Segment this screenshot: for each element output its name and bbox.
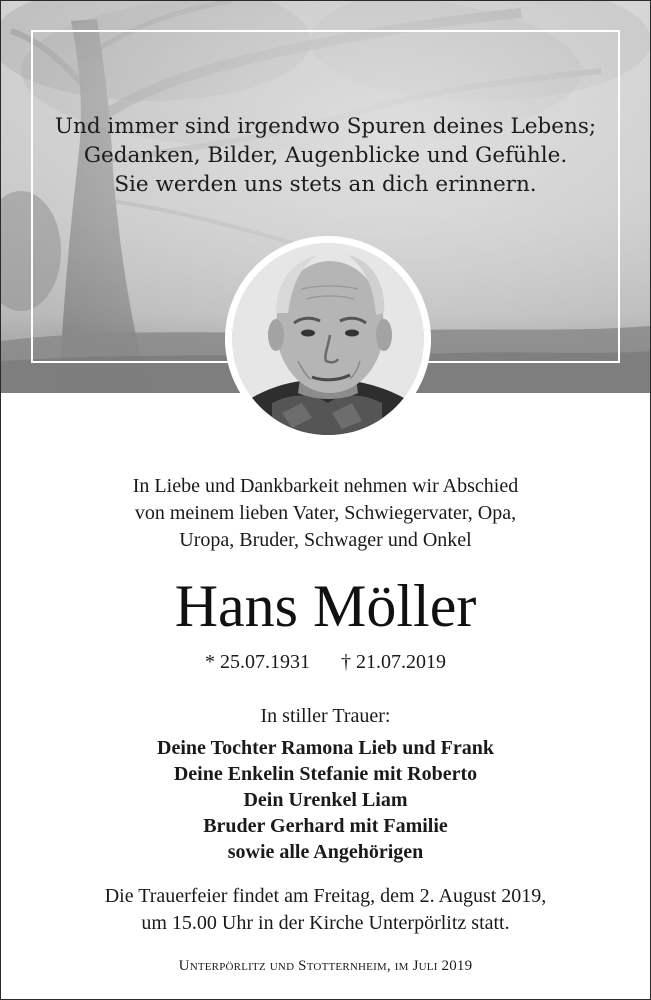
mourners-list: [1, 735, 650, 865]
place-and-date: Unterpörlitz und Stotternheim, im Juli 2019: [178, 958, 473, 974]
memorial-quote: [31, 112, 620, 199]
life-dates: [1, 649, 650, 675]
mourner-entry: Bruder Gerhard mit Familie: [203, 815, 448, 837]
ceremony-line: Die Trauerfeier findet am Freitag, dem 2. August 2019,: [104, 885, 547, 907]
intro-line: In Liebe und Dankbarkeit nehmen wir Abschied: [132, 475, 519, 497]
mourner-entry: Dein Urenkel Liam: [243, 789, 408, 811]
mourning-heading: In stiller Trauer:: [260, 705, 391, 727]
man-portrait-image: [232, 243, 424, 435]
deceased-name: Hans Möller: [174, 573, 477, 639]
intro-line: von meinem lieben Vater, Schwiegervater, Opa,: [134, 502, 517, 524]
mourner-entry: Deine Enkelin Stefanie mit Roberto: [173, 763, 478, 785]
funeral-ceremony-info: [1, 883, 650, 937]
quote-line: Sie werden uns stets an dich erinnern.: [114, 172, 537, 197]
farewell-intro: [1, 473, 650, 554]
quote-line: Gedanken, Bilder, Augenblicke und Gefühle.: [83, 143, 568, 168]
portrait-circle: [225, 236, 431, 442]
mourner-entry: Deine Tochter Ramona Lieb und Frank: [157, 737, 494, 759]
portrait-photo: [232, 243, 424, 435]
intro-line: Uropa, Bruder, Schwager und Onkel: [179, 529, 472, 551]
quote-line: Und immer sind irgendwo Spuren deines Lebens;: [54, 114, 597, 139]
birth-date: * 25.07.1931: [205, 651, 310, 673]
mourner-entry: sowie alle Angehörigen: [227, 841, 424, 863]
ceremony-line: um 15.00 Uhr in der Kirche Unterpörlitz statt.: [141, 912, 510, 934]
death-date: † 21.07.2019: [341, 651, 446, 673]
